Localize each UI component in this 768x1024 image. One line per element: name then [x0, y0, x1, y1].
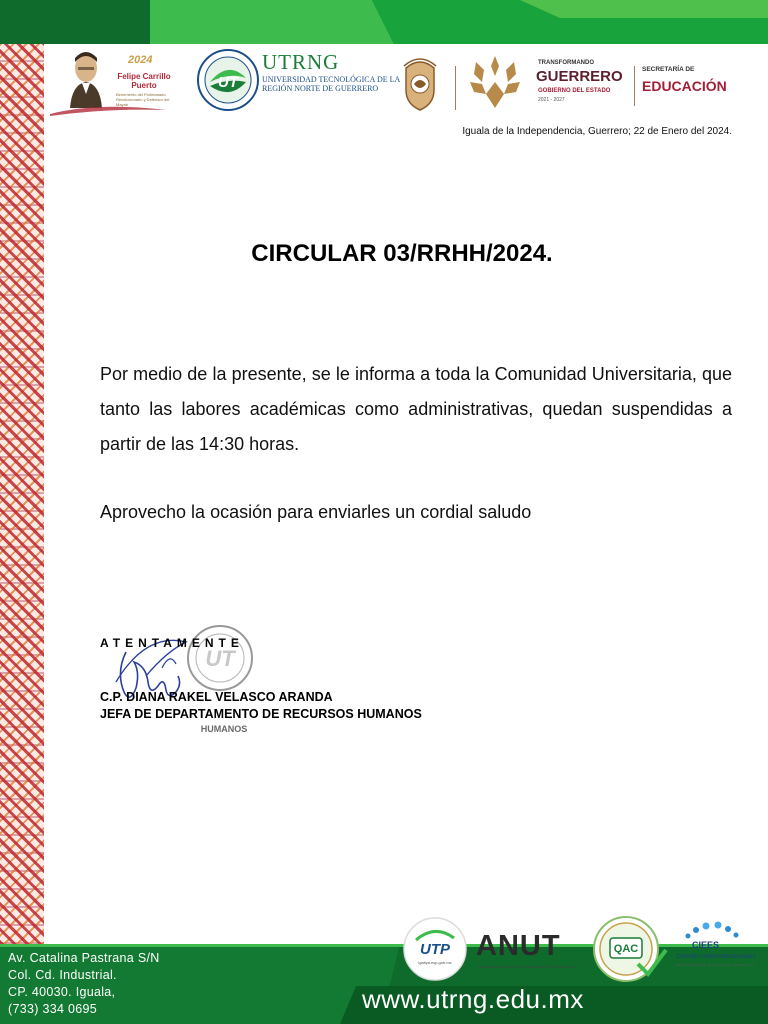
body-paragraph: Por medio de la presente, se le informa a toda la Comunidad Universitaria, que tanto las labores académicas como administrativas, quedan suspendidas a partir de las 14:30 horas.	[100, 364, 732, 454]
anut-subtitle: Asociación Nacional de Universidades Tecnológicas A.C.	[478, 964, 579, 969]
utrng-emblem-icon	[196, 48, 260, 112]
qac-label: QAC	[613, 943, 639, 955]
felipe-subtitle: Benemérito del Proletariado, Revolucionario y Defensor del Mayab	[116, 92, 170, 107]
felipe-name: Felipe Carrillo Puerto	[117, 72, 171, 90]
guerrero-state: GOBIERNO DEL ESTADO	[538, 88, 611, 94]
top-green-band	[0, 0, 768, 44]
felipe-year: 2024	[128, 54, 153, 66]
circular-title: CIRCULAR 03/RRHH/2024.	[251, 240, 553, 267]
address-line: (733) 334 0695	[8, 1002, 97, 1016]
ciees-name: Comités Interinstitucionales	[676, 953, 756, 960]
closing-label: ATENTAMENTE	[100, 636, 244, 650]
ciees-logo	[668, 920, 762, 976]
ciees-dots-icon	[678, 920, 748, 942]
ciees-label: CIEES	[692, 940, 720, 950]
felipe-carrillo-puerto-logo	[48, 46, 178, 120]
guerrero-emblem-icon	[464, 52, 526, 112]
greeting-line: Aprovecho la ocasión para enviarles un cordial saludo	[100, 502, 532, 522]
signer-name: C.P. DIANA RAKEL VELASCO ARANDA	[100, 690, 333, 704]
anut-logo	[476, 930, 588, 976]
guerrero-coat-of-arms	[400, 54, 440, 112]
secretaria-name: EDUCACIÓN	[642, 78, 727, 94]
anut-label: ANUT	[476, 930, 561, 962]
address-line: Col. Cd. Industrial.	[8, 968, 117, 982]
utp-logo	[402, 916, 468, 982]
utrng-acronym: UTRNG	[262, 50, 340, 74]
utrng-full-name: UNIVERSIDAD TECNOLÓGICA DE LA REGIÓN NORTE DE GUERRERO	[262, 75, 400, 93]
guerrero-tagline: TRANSFORMANDO	[538, 60, 594, 66]
footer-address	[8, 950, 198, 1018]
utrng-logo	[196, 48, 400, 114]
stamp-label: HUMANOS	[200, 724, 248, 734]
brush-stroke-icon	[48, 104, 168, 118]
footer-website-link[interactable]: www.utrng.edu.mx	[362, 984, 584, 1014]
utp-url: igaitya.esp.gob.mx	[418, 960, 452, 965]
utp-label: UTP	[420, 941, 450, 958]
transformando-guerrero-logo	[464, 50, 644, 116]
secretaria-label: SECRETARÍA DE	[642, 66, 695, 73]
ciees-subtitle: para la Evaluación de la Educación Superior, A.C.	[676, 963, 756, 967]
stamp-emblem-letters: UT	[205, 646, 235, 671]
date-line: Iguala de la Independencia, Guerrero; 22 de Enero del 2024.	[462, 126, 732, 137]
portrait-icon	[66, 50, 106, 108]
qac-seal	[592, 914, 668, 984]
guerrero-name: GUERRERO	[536, 68, 623, 85]
signer-role: JEFA DE DEPARTAMENTO DE RECURSOS HUMANOS	[100, 707, 422, 721]
utrng-emblem-letters: UT	[218, 74, 238, 91]
secretaria-educacion-logo	[642, 66, 742, 102]
embroidery-border-strip	[0, 44, 44, 944]
coat-of-arms-icon	[400, 54, 440, 112]
header-divider	[455, 66, 456, 110]
address-line: CP. 40030. Iguala,	[8, 985, 116, 999]
address-line: Av. Catalina Pastrana S/N	[8, 951, 160, 965]
header-divider-2	[634, 66, 635, 106]
guerrero-years: 2021 - 2027	[538, 97, 565, 103]
